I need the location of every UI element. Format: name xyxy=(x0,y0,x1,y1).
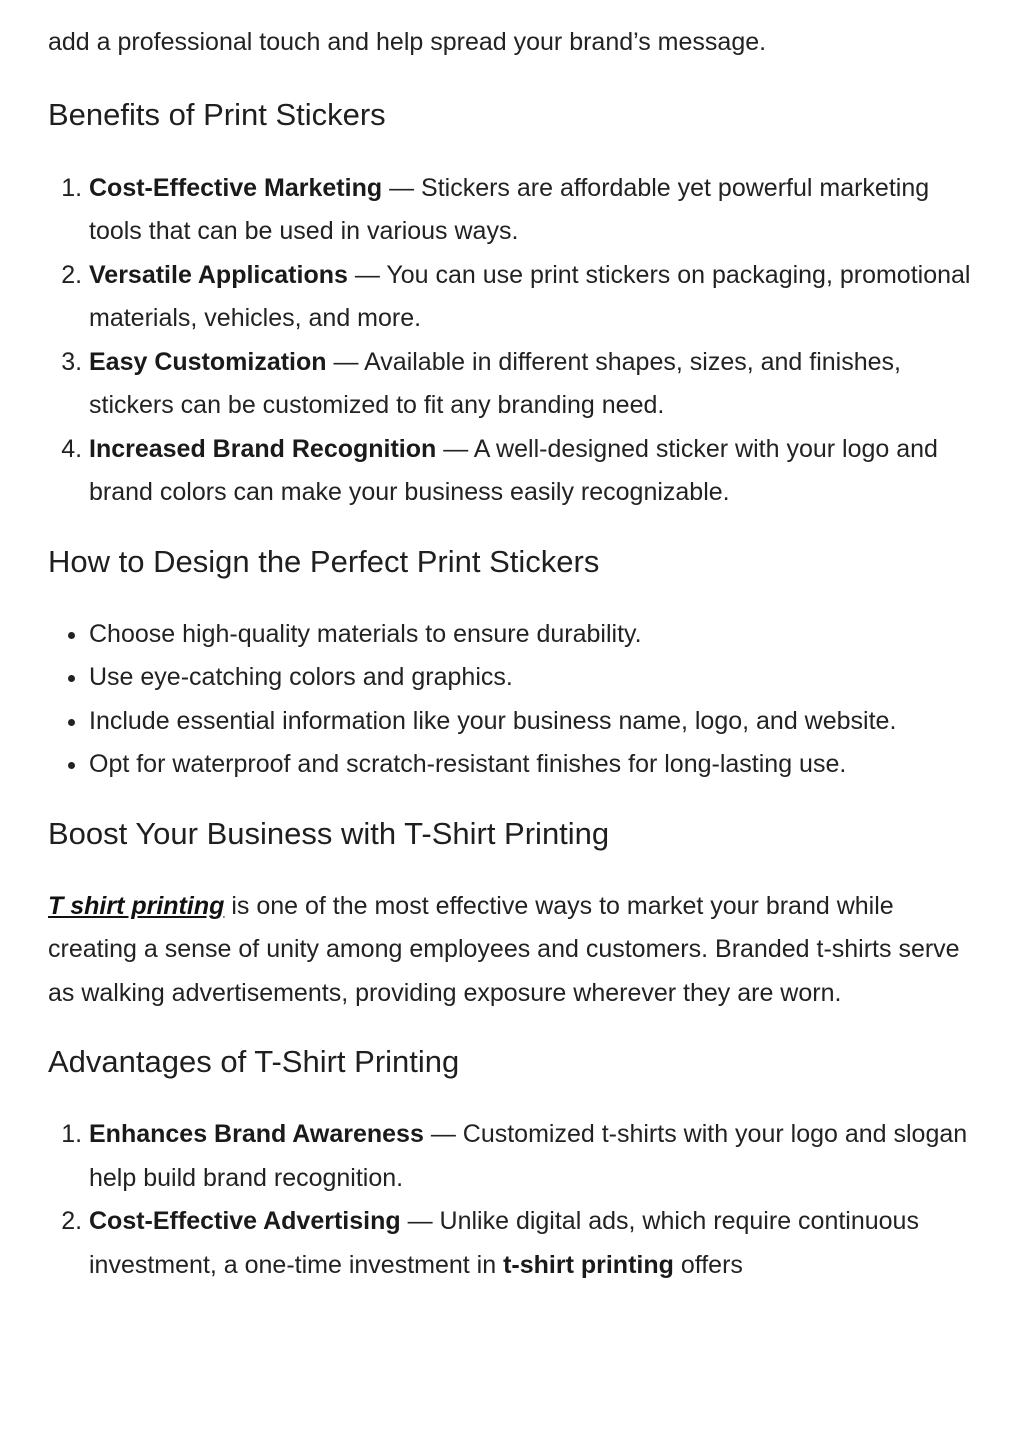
list-item: • Opt for waterproof and scratch-resistant finishes for long-lasting use. xyxy=(89,743,984,787)
list-item: • Include essential information like your business name, logo, and website. xyxy=(89,700,984,744)
advantages-list xyxy=(48,1113,984,1287)
item-text: — Stickers are affordable yet powerful marketing tools that can be used in various ways. xyxy=(89,173,930,245)
tshirt-printing-link[interactable]: T shirt printing xyxy=(48,891,225,920)
list-item xyxy=(89,1113,984,1200)
article-body xyxy=(48,0,984,1314)
item-text: — You can use print stickers on packaging, promotional materials, vehicles, and more. xyxy=(89,260,971,332)
list-item: • Use eye-catching colors and graphics. xyxy=(89,656,984,700)
boost-paragraph xyxy=(48,885,984,1016)
heading-design: How to Design the Perfect Print Stickers xyxy=(48,543,600,579)
item-text: — Available in different shapes, sizes, and finishes, stickers can be customized to fit any branding need. xyxy=(89,347,901,419)
list-item xyxy=(89,341,984,428)
list-item xyxy=(89,1200,984,1287)
item-title: Cost-Effective Marketing xyxy=(89,173,383,202)
benefits-list xyxy=(48,167,984,515)
heading-benefits: Benefits of Print Stickers xyxy=(48,96,386,132)
item-text: — Customized t-shirts with your logo and slogan help build brand recognition. xyxy=(89,1120,968,1192)
list-item: • Choose high-quality materials to ensure durability. xyxy=(89,613,984,657)
item-inline-bold: t-shirt printing xyxy=(503,1250,674,1279)
item-text: — Unlike digital ads, which require continuous investment, a one-time investment in xyxy=(89,1207,919,1279)
list-item xyxy=(89,254,984,341)
heading-advantages: Advantages of T-Shirt Printing xyxy=(48,1044,460,1079)
item-title: Cost-Effective Advertising xyxy=(89,1207,401,1235)
item-title: Easy Customization xyxy=(89,347,327,376)
item-text: — A well-designed sticker with your logo and brand colors can make your business easily recognizable. xyxy=(89,434,938,506)
intro-paragraph-tail: add a professional touch and help spread your brand’s message. xyxy=(48,28,767,56)
heading-boost: Boost Your Business with T-Shirt Printing xyxy=(48,815,610,851)
item-title: Enhances Brand Awareness xyxy=(89,1120,424,1148)
item-title: Increased Brand Recognition xyxy=(89,434,437,463)
item-text-continued: offers xyxy=(673,1250,743,1279)
item-title: Versatile Applications xyxy=(89,260,348,289)
list-item xyxy=(89,167,984,254)
design-tips-list xyxy=(48,613,984,787)
list-item xyxy=(89,428,984,515)
boost-paragraph-text: is one of the most effective ways to market your brand while creating a sense of unity among employees and customers. Branded t-shirts serve as walking advertisements, providing exposure wherever they are worn. xyxy=(48,891,960,1007)
